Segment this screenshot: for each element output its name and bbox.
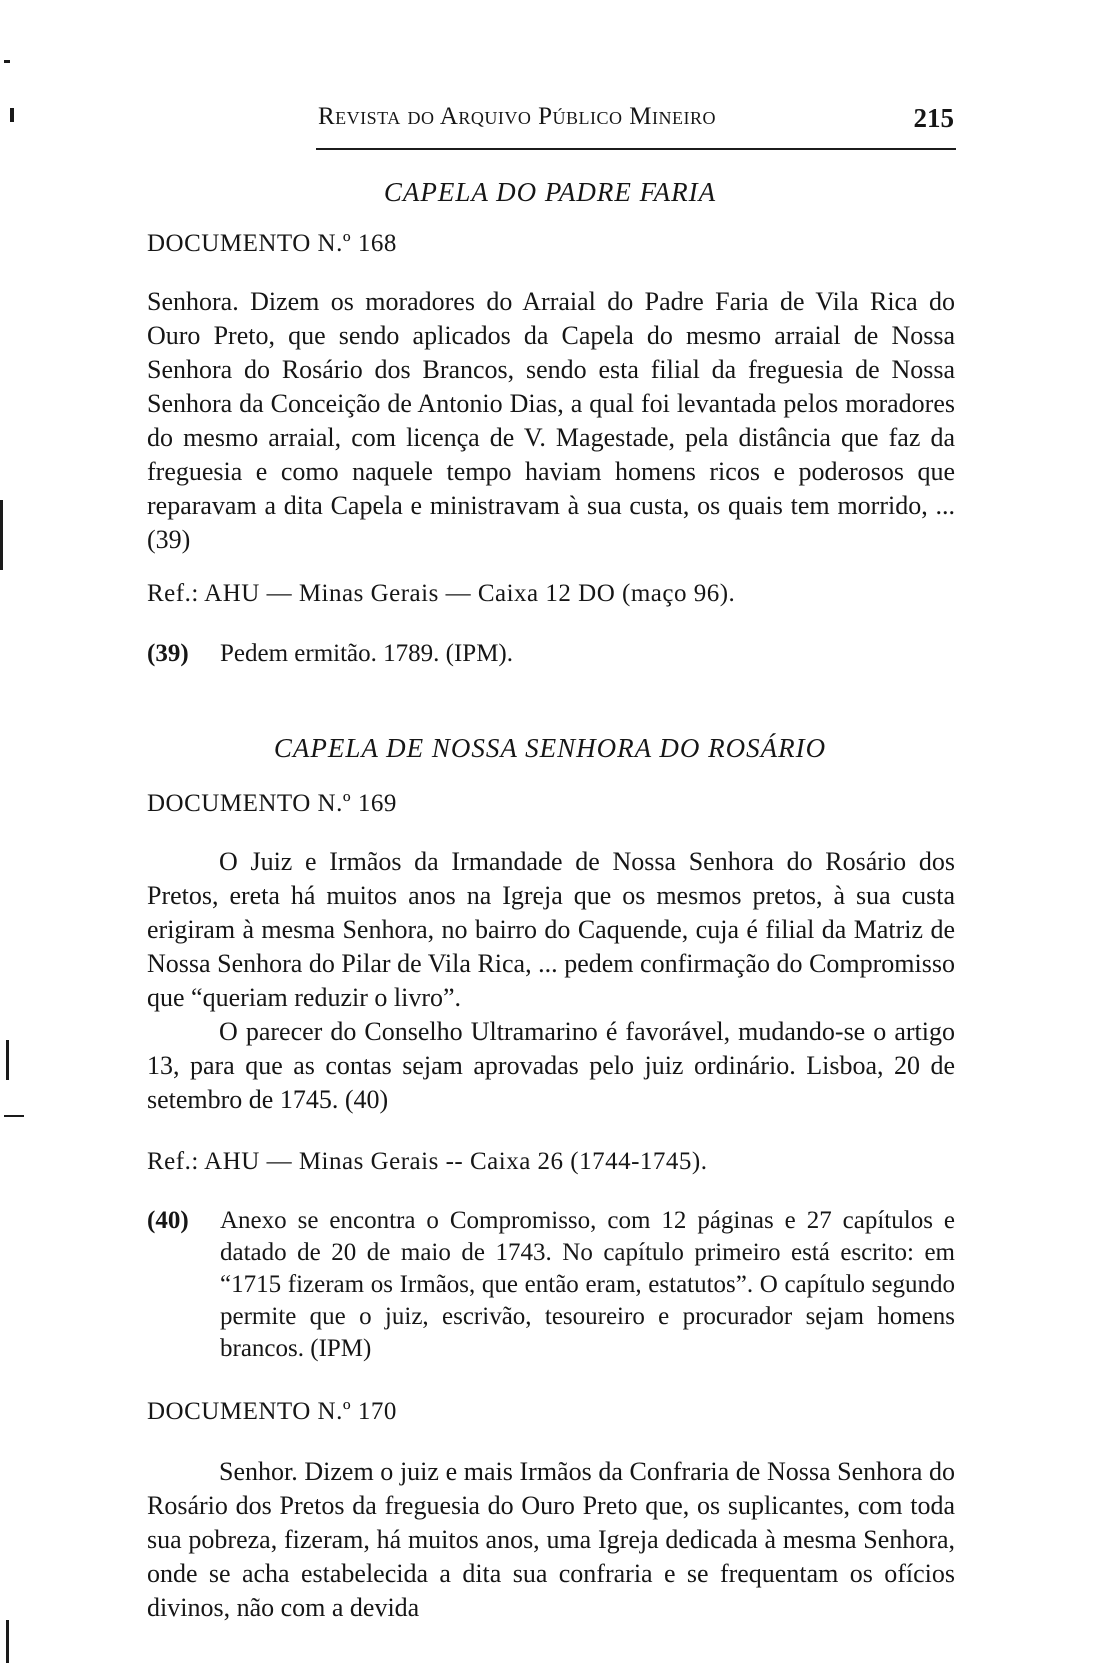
document-paragraph: O Juiz e Irmãos da Irmandade de Nossa Senhora do Rosário dos Pretos, ereta há muitos anos na Igreja que os mesmos pretos, à sua custa erigiram à mesma Senhora, no bairro do Caquende, cuja é filial da Matriz de Nossa Senhora do Pilar de Vila Rica, ... pedem confirmação do Compromisso que “queriam reduzir o livro”. [147, 847, 955, 1012]
footnote-label: (40) [147, 1207, 189, 1234]
document-heading: DOCUMENTO N.º 168 [147, 230, 397, 257]
document-heading: DOCUMENTO N.º 169 [147, 790, 397, 817]
archive-reference: Ref.: AHU — Minas Gerais -- Caixa 26 (1744-1745). [147, 1148, 708, 1175]
footnote-text: Anexo se encontra o Compromisso, com 12 páginas e 27 capítulos e datado de 20 de maio de 1743. No capítulo primeiro está escrito: em “1715 fizeram os Irmãos, que então eram, estatutos”. O capítulo segundo permite que o juiz, escrivão, tesoureiro e procurador sejam homens brancos. (IPM) [220, 1207, 955, 1362]
document-heading: DOCUMENTO N.º 170 [147, 1398, 397, 1425]
scan-edge-mark [6, 1620, 9, 1663]
document-paragraph: O parecer do Conselho Ultramarino é favorável, mudando-se o artigo 13, para que as contas sejam aprovadas pelo juiz ordinário. Lisboa, 20 de setembro de 1745. (40) [147, 1017, 955, 1114]
running-header [318, 103, 954, 143]
running-title: Revista do Arquivo Público Mineiro [318, 103, 717, 130]
section-title: CAPELA DO PADRE FARIA [383, 177, 717, 207]
header-rule [316, 148, 956, 150]
archive-reference: Ref.: AHU — Minas Gerais — Caixa 12 DO (maço 96). [147, 580, 736, 607]
scan-edge-mark [10, 108, 14, 122]
document-paragraph: Senhor. Dizem o juiz e mais Irmãos da Confraria de Nossa Senhora do Rosário dos Pretos da freguesia do Ouro Preto que, os suplicantes, com toda sua pobreza, fizeram, há muitos anos, uma Igreja dedicada à mesma Senhora, onde se acha estabelecida a dita sua confraria e se frequentam os ofícios divinos, não com a devida [147, 1457, 955, 1622]
scan-edge-mark [4, 60, 10, 63]
page-number: 215 [913, 103, 954, 133]
scan-edge-mark [0, 500, 3, 570]
section-title: CAPELA DE NOSSA SENHORA DO ROSÁRIO [273, 733, 827, 763]
scan-edge-mark [6, 1040, 9, 1080]
footnote-label: (39) [147, 640, 189, 667]
footnote-text: Pedem ermitão. 1789. (IPM). [220, 640, 514, 667]
document-paragraph: Senhora. Dizem os moradores do Arraial do Padre Faria de Vila Rica do Ouro Preto, que sendo aplicados da Capela do mesmo arraial de Nossa Senhora do Rosário dos Brancos, sendo esta filial da freguesia de Nossa Senhora da Conceição de Antonio Dias, a qual foi levantada pelos moradores do mesmo arraial, com licença de V. Magestade, pela distância que faz da freguesia e como naquele tempo haviam homens ricos e poderosos que reparavam a dita Capela e ministravam à sua custa, os quais tem morrido, ... (39) [147, 287, 955, 554]
scan-edge-mark [4, 1115, 24, 1117]
